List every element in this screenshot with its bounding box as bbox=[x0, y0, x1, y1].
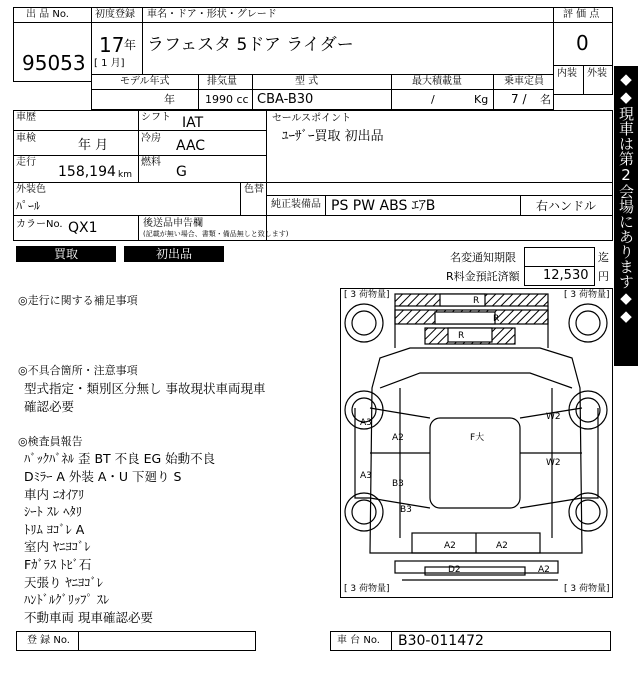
first-reg-year: 17 bbox=[99, 33, 125, 57]
corner-tl: [ 3 荷物量] bbox=[344, 290, 390, 300]
tag-first-listing: 初出品 bbox=[124, 246, 224, 262]
reg-no-label: 登 録 No. bbox=[27, 635, 70, 646]
note-line: Dﾐﾗｰ A 外装 A・U 下廻り S bbox=[24, 469, 182, 484]
car-name: ラフェスタ 5ドア ライダー bbox=[147, 35, 354, 55]
ext-color-value: ﾊﾟｰﾙ bbox=[16, 199, 41, 213]
mark-b3-1: B3 bbox=[392, 479, 404, 489]
first-reg-label: 初度登録 bbox=[95, 9, 135, 20]
chassis-no: B30-011472 bbox=[398, 633, 484, 649]
mark-a2-4: A2 bbox=[538, 565, 550, 575]
name-change-box bbox=[524, 247, 595, 267]
ext-color-label: 外装色 bbox=[16, 184, 46, 195]
lot-number: 95053 bbox=[22, 51, 86, 75]
lot-label: 出 品 No. bbox=[26, 9, 69, 20]
mark-a2-2: A2 bbox=[444, 541, 456, 551]
max-load-unit: Kg bbox=[474, 93, 489, 106]
score-value: 0 bbox=[576, 31, 589, 55]
mark-a2-1: A2 bbox=[392, 433, 404, 443]
capacity-unit: 名 bbox=[540, 93, 551, 106]
mark-a2-3: A2 bbox=[496, 541, 508, 551]
displacement-label: 排気量 bbox=[207, 76, 237, 87]
mark-f-large: F大 bbox=[470, 433, 485, 443]
mileage-label: 走行 bbox=[16, 157, 36, 168]
note-line: ｼｰﾄ ｽﾚ ﾍﾀﾘ bbox=[24, 504, 82, 520]
interior-label: 内装 bbox=[557, 68, 577, 79]
exterior-label: 外装 bbox=[587, 68, 607, 79]
aftermarket-note: (記載が無い場合、書類・備品無しと致します) bbox=[143, 230, 289, 238]
mark-w2-1: W2 bbox=[546, 412, 561, 422]
ac-value: AAC bbox=[176, 138, 206, 154]
note-line: ﾄﾘﾑ ﾖｺﾞﾚ A bbox=[24, 521, 85, 537]
note-line: ﾊﾞｯｸﾊﾞﾈﾙ 歪 BT 不良 EG 始動不良 bbox=[24, 451, 216, 467]
inspection-value: 年 月 bbox=[78, 138, 109, 153]
first-reg-year-unit: 年 bbox=[124, 38, 137, 52]
side-banner-text: ◆◆現車は第2会場にあります◆◆ bbox=[617, 70, 635, 325]
steering-value: 右ハンドル bbox=[536, 199, 597, 213]
note-line: ◎不具合箇所・注意事項 bbox=[18, 364, 138, 378]
max-load-sep: / bbox=[431, 93, 435, 106]
corner-bl: [ 3 荷物量] bbox=[344, 584, 390, 594]
recycle-label: R料金預託済額 bbox=[446, 270, 520, 283]
ac-label: 冷房 bbox=[141, 133, 161, 144]
recycle-unit: 円 bbox=[598, 270, 609, 283]
chassis-label: 車 台 No. bbox=[337, 635, 380, 646]
note-line: 室内 ﾔﾆﾖｺﾞﾚ bbox=[24, 539, 91, 555]
note-line: 車内 ﾆｵｲｱﾘ bbox=[24, 486, 85, 502]
capacity-value: 7 / bbox=[511, 92, 527, 106]
mark-r-1: R bbox=[473, 296, 480, 306]
mileage-unit: km bbox=[118, 170, 132, 180]
recycle-value: 12,530 bbox=[543, 268, 589, 283]
corner-tr: [ 3 荷物量] bbox=[564, 290, 610, 300]
note-line: ﾊﾝﾄﾞﾙｸﾞﾘｯﾌﾟ ｽﾚ bbox=[24, 592, 110, 608]
mark-a3-1: A3 bbox=[360, 418, 372, 428]
note-line: 型式指定・類別区分無し 事故現状車両現車 bbox=[24, 381, 266, 396]
mark-b3-2: B3 bbox=[400, 505, 412, 515]
history-label: 車歴 bbox=[16, 112, 36, 123]
sales-point: ﾕｰｻﾞｰ買取 初出品 bbox=[282, 129, 384, 144]
mark-d2: D2 bbox=[448, 565, 461, 575]
first-reg-month: [ 1 月] bbox=[94, 58, 125, 69]
model-year-label: モデル年式 bbox=[120, 76, 170, 87]
damage-diagram bbox=[340, 288, 613, 598]
name-change-unit: 迄 bbox=[598, 251, 609, 264]
inspection-label: 車検 bbox=[16, 133, 36, 144]
note-line: 不動車両 現車確認必要 bbox=[24, 609, 153, 625]
color-no-label: カラーNo. bbox=[16, 219, 63, 230]
model-label: 型 式 bbox=[295, 76, 319, 87]
max-load-label: 最大積載量 bbox=[412, 76, 462, 87]
mark-r-2: R bbox=[493, 314, 500, 324]
displacement: 1990 cc bbox=[205, 93, 249, 106]
fuel-value: G bbox=[176, 164, 187, 180]
car-name-label: 車名・ドア・形状・グレード bbox=[147, 9, 277, 20]
mark-a3-2: A3 bbox=[360, 471, 372, 481]
mark-r-3: R bbox=[458, 331, 465, 341]
note-line: 確認必要 bbox=[24, 398, 75, 414]
color-no-value: QX1 bbox=[68, 220, 98, 236]
note-line: Fｶﾞﾗｽ ﾄﾋﾞ石 bbox=[24, 557, 92, 572]
equipment-value: PS PW ABS ｴｱB bbox=[331, 198, 436, 214]
model-code: CBA-B30 bbox=[257, 92, 314, 107]
score-label: 評 価 点 bbox=[563, 9, 600, 20]
tag-buyout: 買取 bbox=[16, 246, 116, 262]
sales-point-label: セールスポイント bbox=[272, 113, 352, 124]
note-line: ◎走行に関する補足事項 bbox=[18, 294, 138, 307]
note-line: ◎検査員報告 bbox=[18, 434, 83, 448]
fuel-label: 燃料 bbox=[141, 157, 161, 168]
name-change-label: 名変通知期限 bbox=[450, 251, 516, 264]
shift-value: IAT bbox=[182, 115, 204, 131]
model-year-unit: 年 bbox=[164, 93, 175, 106]
mark-w2-2: W2 bbox=[546, 458, 561, 468]
shift-label: シフト bbox=[141, 112, 171, 123]
mileage-value: 158,194 bbox=[58, 164, 116, 180]
note-line: 天張り ﾔﾆﾖｺﾞﾚ bbox=[24, 574, 103, 590]
capacity-label: 乗車定員 bbox=[504, 76, 544, 87]
aftermarket-label: 後送品申告欄 bbox=[143, 218, 203, 229]
color-change-label: 色替 bbox=[244, 184, 264, 195]
equipment-label: 純正装備品 bbox=[271, 199, 321, 210]
corner-br: [ 3 荷物量] bbox=[564, 584, 610, 594]
side-banner bbox=[614, 66, 638, 366]
